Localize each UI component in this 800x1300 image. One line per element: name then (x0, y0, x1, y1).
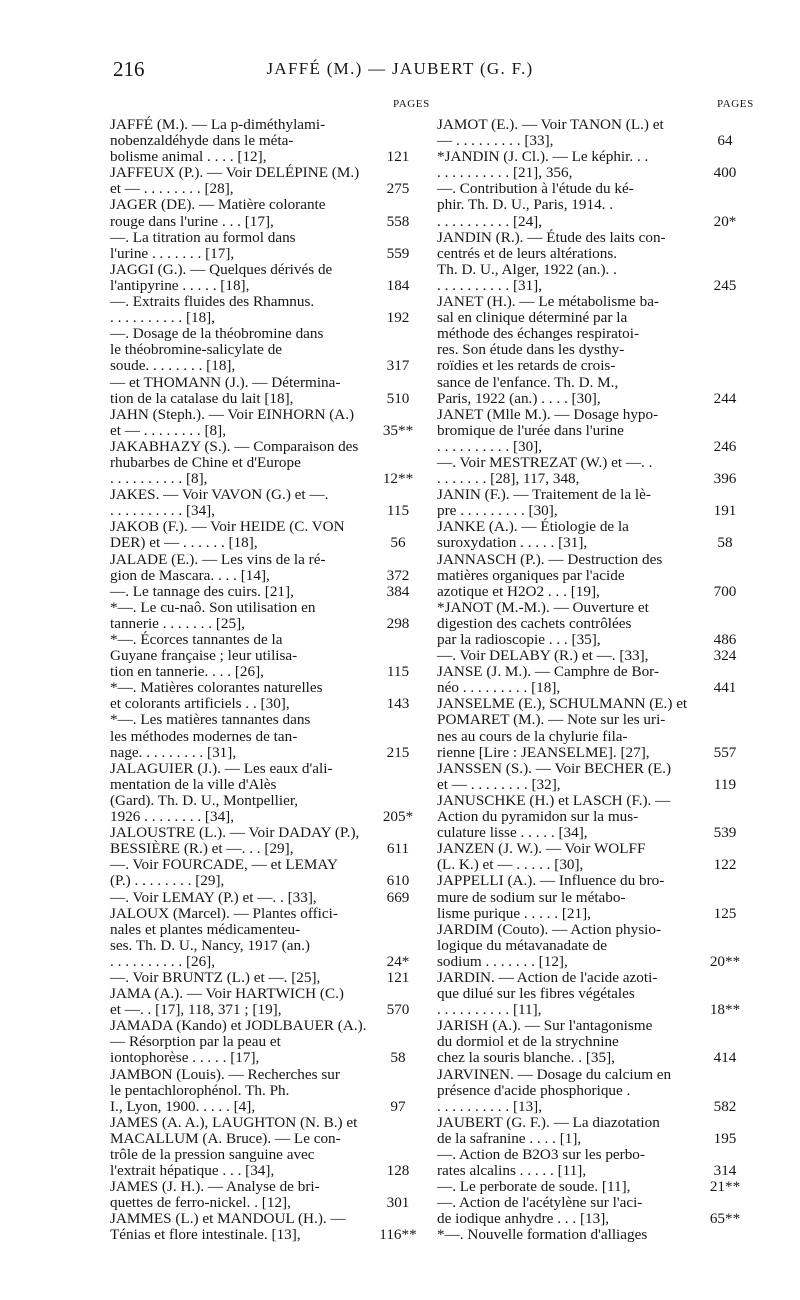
entry-line: méthode des échanges respiratoi- (437, 325, 639, 343)
entry-page-reference: 121 (386, 968, 410, 986)
entry-page-reference: 298 (386, 614, 410, 632)
entry-line: JAKOB (F.). — Voir HEIDE (C. VON (110, 518, 345, 536)
entry-line: . . . . . . . [28], 117, 348, (437, 470, 580, 488)
entry-line: trôle de la pression sanguine avec (110, 1146, 315, 1163)
index-entry (110, 680, 428, 712)
entry-line: — et THOMANN (J.). — Détermina- (110, 373, 341, 391)
index-entry (110, 487, 428, 519)
entry-line: JANSELME (E.), SCHULMANN (E.) et (437, 695, 688, 713)
entry-page-reference: 12** (382, 470, 414, 488)
entry-line: JAMBON (Louis). — Recherches sur (110, 1065, 340, 1083)
index-entry (437, 873, 755, 921)
entry-page-reference: 700 (713, 582, 737, 600)
entry-line: du dormiol et de la strychnine (437, 1033, 619, 1051)
entry-page-reference: 121 (386, 148, 410, 166)
entry-page-reference: 557 (713, 743, 737, 761)
index-entry (110, 262, 428, 294)
entry-line: JANET (Mlle M.). — Dosage hypo- (437, 405, 659, 423)
index-entry (110, 970, 428, 986)
index-entry (437, 841, 755, 873)
index-entry (110, 906, 428, 970)
entry-page-reference: 192 (386, 309, 410, 327)
index-entry (437, 407, 755, 455)
entry-page-reference: 184 (386, 276, 410, 294)
entry-line: JAFFÉ (M.). — La p-diméthylami- (110, 116, 326, 133)
entry-line: tion en tannerie. . . . [26], (110, 663, 264, 681)
index-entry (437, 519, 755, 551)
index-entry (437, 1018, 755, 1066)
index-entry (437, 294, 755, 407)
index-entry (110, 761, 428, 825)
entry-page-reference: 125 (713, 904, 737, 922)
index-entry (437, 600, 755, 648)
index-entry (110, 632, 428, 680)
entry-line: —. Action de B2O3 sur les perbo- (437, 1146, 645, 1163)
index-entry (437, 487, 755, 519)
index-entry (110, 230, 428, 262)
index-entry (437, 922, 755, 970)
entry-line: que dilué sur les fibres végétales (437, 985, 635, 1003)
entry-line: le pentachlorophénol. Th. Ph. (110, 1081, 290, 1099)
entry-line: logique du métavanadate de (437, 936, 607, 954)
entry-page-reference: 115 (386, 663, 410, 681)
entry-line: . . . . . . . . . . [21], 356, (437, 164, 573, 182)
entry-line: —. Voir FOURCADE, — et LEMAY (110, 856, 338, 874)
entry-line: JAKES. — Voir VAVON (G.) et —. (110, 486, 329, 504)
entry-line: gion de Mascara. . . . [14], (110, 566, 270, 584)
entry-line: suroxydation . . . . . [31], (437, 534, 588, 552)
entry-line: et colorants artificiels . . [30], (110, 695, 290, 713)
index-entry (110, 439, 428, 487)
entry-page-reference: 97 (390, 1097, 406, 1115)
entry-line: soude. . . . . . . . [18], (110, 357, 236, 375)
index-entry (110, 584, 428, 600)
entry-line: (L. K.) et — . . . . . [30], (437, 856, 584, 874)
index-entry (110, 1211, 428, 1243)
entry-line: JAMES (A. A.), LAUGHTON (N. B.) et (110, 1113, 358, 1131)
entry-line: DER) et — . . . . . . [18], (110, 534, 258, 552)
entry-line: pre . . . . . . . . . [30], (437, 502, 558, 520)
entry-line: rouge dans l'urine . . . [17], (110, 212, 274, 230)
entry-page-reference: 20* (713, 212, 737, 230)
entry-line: phir. Th. D. U., Paris, 1914. . (437, 196, 614, 214)
entry-line: —. Action de l'acétylène sur l'aci- (437, 1194, 643, 1212)
entry-line: culature lisse . . . . . [34], (437, 824, 588, 842)
entry-line: JAGER (DE). — Matière colorante (110, 196, 326, 214)
index-entry (437, 1067, 755, 1115)
entry-page-reference: 414 (713, 1049, 737, 1067)
entry-line: l'extrait hépatique . . . [34], (110, 1162, 275, 1180)
entry-line: tannerie . . . . . . . [25], (110, 614, 245, 632)
entry-line: (P.) . . . . . . . . [29], (110, 872, 225, 890)
index-entry (437, 648, 755, 664)
entry-line: I., Lyon, 1900. . . . . [4], (110, 1097, 256, 1115)
entry-line: JANSE (J. M.). — Camphre de Bor- (437, 663, 659, 681)
entry-line: tion de la catalase du lait [18], (110, 389, 294, 407)
entry-line: MACALLUM (A. Bruce). — Le con- (110, 1129, 341, 1147)
entry-page-reference: 400 (713, 164, 737, 182)
entry-line: —. Voir MESTREZAT (W.) et —. . (437, 453, 653, 471)
entry-line: *JANDIN (J. Cl.). — Le képhir. . . (437, 148, 649, 166)
entry-line: JAUBERT (G. F.). — La diazotation (437, 1113, 660, 1131)
entry-line: JANNASCH (P.). — Destruction des (437, 550, 663, 568)
entry-line: et — . . . . . . . . [32], (437, 775, 561, 793)
index-entry (437, 1147, 755, 1179)
entry-line: JAFFEUX (P.). — Voir DELÉPINE (M.) (110, 164, 360, 182)
entry-line: JAHN (Steph.). — Voir EINHORN (A.) (110, 405, 355, 423)
entry-page-reference: 384 (386, 582, 410, 600)
entry-line: —. Voir DELABY (R.) et —. [33], (437, 647, 649, 665)
entry-line: Ténias et flore intestinale. [13], (110, 1226, 301, 1244)
entry-page-reference: 58 (717, 534, 733, 552)
entry-page-reference: 115 (386, 502, 410, 520)
entry-line: —. Extraits fluides des Rhamnus. (110, 293, 315, 311)
index-entry (110, 375, 428, 407)
entry-line: res. Son étude dans les dysthy- (437, 341, 625, 359)
entry-line: JALOUX (Marcel). — Plantes offici- (110, 904, 338, 922)
entry-line: centrés et de leurs altérations. (437, 244, 618, 262)
entry-line: néo . . . . . . . . . [18], (437, 679, 561, 697)
entry-page-reference: 215 (386, 743, 410, 761)
entry-page-reference: 559 (386, 244, 410, 262)
entry-line: le théobromine-salicylate de (110, 341, 283, 359)
entry-line: — Résorption par la peau et (110, 1033, 281, 1051)
entry-line: digestion des cachets contrôlées (437, 614, 632, 632)
entry-line: mure de sodium sur le métabo- (437, 888, 626, 906)
entry-line: bolisme animal . . . . [12], (110, 148, 267, 166)
pages-label-right: PAGES (717, 98, 754, 110)
index-entry (110, 519, 428, 551)
index-entry (110, 1115, 428, 1179)
entry-line: —. Voir BRUNTZ (L.) et —. [25], (110, 968, 321, 986)
entry-line: roïdies et les retards de crois- (437, 357, 616, 375)
entry-page-reference: 396 (713, 470, 737, 488)
entry-line: *—. Matières colorantes naturelles (110, 679, 323, 697)
index-entry (437, 455, 755, 487)
entry-page-reference: 510 (386, 389, 410, 407)
entry-line: —. Voir LEMAY (P.) et —. . [33], (110, 888, 317, 906)
entry-line: et —. . [17], 118, 371 ; [19], (110, 1001, 282, 1019)
entry-line: nes au cours de la chylurie fila- (437, 727, 628, 745)
index-entry (110, 326, 428, 374)
running-header (0, 57, 800, 87)
entry-page-reference: 314 (713, 1162, 737, 1180)
entry-line: Guyane française ; leur utilisa- (110, 647, 298, 665)
index-entry (437, 230, 755, 294)
entry-line: *JANOT (M.-M.). — Ouverture et (437, 598, 649, 616)
entry-page-reference: 119 (713, 775, 737, 793)
entry-line: *—. Écorces tannantes de la (110, 631, 283, 648)
entry-page-reference: 610 (386, 872, 410, 890)
entry-page-reference: 582 (713, 1097, 737, 1115)
entry-page-reference: 669 (386, 888, 410, 906)
entry-page-reference: 143 (386, 695, 410, 713)
index-entry (437, 117, 755, 149)
index-entry (110, 1067, 428, 1115)
entry-line: et — . . . . . . . . [28], (110, 180, 234, 198)
entry-line: *—. Le cu-naô. Son utilisation en (110, 598, 316, 616)
entry-line: JANIN (F.). — Traitement de la lè- (437, 486, 651, 504)
index-entry (437, 1227, 755, 1243)
entry-line: bromique de l'urée dans l'urine (437, 421, 624, 439)
entry-line: JAKABHAZY (S.). — Comparaison des (110, 437, 359, 455)
entry-line: —. Le perborate de soude. [11], (437, 1178, 631, 1196)
entry-line: JARVINEN. — Dosage du calcium en (437, 1065, 672, 1083)
index-entry (110, 857, 428, 889)
index-entry (437, 552, 755, 600)
index-entry (110, 1018, 428, 1066)
entry-line: —. Contribution à l'étude du ké- (437, 180, 634, 198)
entry-page-reference: 128 (386, 1162, 410, 1180)
index-column-left (110, 117, 428, 1244)
entry-page-reference: 301 (386, 1194, 410, 1212)
entry-page-reference: 244 (713, 389, 737, 407)
index-entry (437, 1195, 755, 1227)
index-entry (437, 664, 755, 696)
index-entry (437, 181, 755, 229)
entry-page-reference: 65** (709, 1210, 741, 1228)
index-entry (110, 600, 428, 632)
index-entry (110, 294, 428, 326)
entry-line: Action du pyramidon sur la mus- (437, 808, 639, 826)
entry-line: nage. . . . . . . . . [31], (110, 743, 237, 761)
entry-page-reference: 116** (379, 1226, 417, 1244)
entry-line: rhubarbes de Chine et d'Europe (110, 453, 301, 471)
entry-page-reference: 570 (386, 1001, 410, 1019)
entry-line: les méthodes modernes de tan- (110, 727, 298, 745)
entry-page-reference: 20** (709, 952, 741, 970)
entry-line: Th. D. U., Alger, 1922 (an.). . (437, 260, 617, 278)
entry-page-reference: 275 (386, 180, 410, 198)
index-entry (110, 890, 428, 906)
entry-line: JANDIN (R.). — Étude des laits con- (437, 228, 666, 246)
entry-page-reference: 611 (386, 840, 410, 858)
running-title: JAFFÉ (M.) — JAUBERT (G. F.) (266, 59, 534, 78)
entry-line: l'antipyrine . . . . . [18], (110, 276, 250, 294)
index-column-right (437, 117, 755, 1244)
entry-line: JANUSCHKE (H.) et LASCH (F.). — (437, 791, 671, 809)
entry-line: 1926 . . . . . . . . [34], (110, 808, 235, 826)
entry-page-reference: 245 (713, 276, 737, 294)
entry-line: — . . . . . . . . . [33], (437, 132, 554, 150)
entry-line: JAMADA (Kando) et JODLBAUER (A.). (110, 1017, 367, 1035)
index-entry (437, 696, 755, 760)
entry-page-reference: 486 (713, 631, 737, 648)
entry-page-reference: 539 (713, 824, 737, 842)
entry-page-reference: 558 (386, 212, 410, 230)
entry-line: présence d'acide phosphorique . (437, 1081, 631, 1099)
entry-line: azotique et H2O2 . . . [19], (437, 582, 600, 600)
entry-line: JAMMES (L.) et MANDOUL (H.). — (110, 1210, 346, 1228)
index-entry (110, 1179, 428, 1211)
entry-line: sance de l'enfance. Th. D. M., (437, 373, 619, 391)
entry-line: JARISH (A.). — Sur l'antagonisme (437, 1017, 653, 1035)
entry-line: JANKE (A.). — Étiologie de la (437, 518, 629, 536)
index-entry (437, 165, 755, 181)
index-entry (437, 761, 755, 793)
page-number: 216 (113, 57, 145, 81)
entry-line: (Gard). Th. D. U., Montpellier, (110, 791, 299, 809)
entry-line: . . . . . . . . . . [31], (437, 276, 543, 294)
entry-line: iontophorèse . . . . . [17], (110, 1049, 260, 1067)
entry-page-reference: 372 (386, 566, 410, 584)
entry-line: sal en clinique déterminé par la (437, 309, 628, 327)
entry-line: . . . . . . . . . . [30], (437, 437, 543, 455)
entry-line: JARDIN. — Action de l'acide azoti- (437, 968, 658, 986)
entry-line: . . . . . . . . . . [34], (110, 502, 216, 520)
entry-line: et — . . . . . . . . [8], (110, 421, 226, 439)
entry-line: rienne [Lire : JEANSELME]. [27], (437, 743, 650, 761)
entry-line: . . . . . . . . . . [11], (437, 1001, 542, 1019)
entry-page-reference: 246 (713, 437, 737, 455)
entry-line: JAPPELLI (A.). — Influence du bro- (437, 872, 665, 890)
entry-line: de la safranine . . . . [1], (437, 1129, 582, 1147)
entry-line: JAMES (J. H.). — Analyse de bri- (110, 1178, 320, 1196)
entry-line: de iodique anhydre . . . [13], (437, 1210, 610, 1228)
entry-page-reference: 191 (713, 502, 737, 520)
entry-page-reference: 122 (713, 856, 737, 874)
index-entry (437, 149, 755, 165)
entry-line: JARDIM (Couto). — Action physio- (437, 920, 662, 938)
entry-line: JALOUSTRE (L.). — Voir DADAY (P.), (110, 824, 360, 842)
entry-line: JALADE (E.). — Les vins de la ré- (110, 550, 326, 568)
entry-page-reference: 24* (386, 952, 410, 970)
entry-line: *—. Nouvelle formation d'alliages (437, 1226, 648, 1244)
entry-line: matières organiques par l'acide (437, 566, 625, 584)
entry-line: JAMA (A.). — Voir HARTWICH (C.) (110, 985, 344, 1003)
entry-line: —. Dosage de la théobromine dans (110, 325, 324, 343)
entry-page-reference: 64 (717, 132, 733, 150)
entry-page-reference: 195 (713, 1129, 737, 1147)
entry-page-reference: 58 (390, 1049, 406, 1067)
entry-line: —. La titration au formol dans (110, 228, 296, 246)
entry-line: JAGGI (G.). — Quelques dérivés de (110, 260, 333, 278)
entry-line: *—. Les matières tannantes dans (110, 711, 311, 729)
entry-line: POMARET (M.). — Note sur les uri- (437, 711, 666, 729)
entry-line: sodium . . . . . . . [12], (437, 952, 568, 970)
entry-line: . . . . . . . . . . [13], (437, 1097, 543, 1115)
entry-line: JANET (H.). — Le métabolisme ba- (437, 293, 659, 311)
index-entry (437, 1115, 755, 1147)
entry-line: . . . . . . . . . . [26], (110, 952, 216, 970)
entry-page-reference: 324 (713, 647, 737, 665)
entry-line: JAMOT (E.). — Voir TANON (L.) et (437, 116, 664, 133)
entry-line: JANZEN (J. W.). — Voir WOLFF (437, 840, 646, 858)
index-entry (110, 407, 428, 439)
entry-page-reference: 56 (390, 534, 406, 552)
entry-line: mentation de la ville d'Alès (110, 775, 277, 793)
index-entry (110, 165, 428, 197)
entry-line: BESSIÈRE (R.) et —. . . [29], (110, 840, 294, 858)
entry-line: rates alcalins . . . . . [11], (437, 1162, 587, 1180)
entry-page-reference: 317 (386, 357, 410, 375)
entry-line: . . . . . . . . . . [18], (110, 309, 216, 327)
entry-page-reference: 21** (709, 1178, 741, 1196)
index-entry (110, 197, 428, 229)
pages-label-left: PAGES (393, 98, 430, 110)
entry-page-reference: 18** (709, 1001, 741, 1019)
index-entry (110, 117, 428, 165)
entry-line: nales et plantes médicamenteu- (110, 920, 301, 938)
entry-line: ses. Th. D. U., Nancy, 1917 (an.) (110, 936, 310, 954)
entry-line: l'urine . . . . . . . [17], (110, 244, 235, 262)
entry-line: —. Le tannage des cuirs. [21], (110, 582, 294, 600)
entry-page-reference: 35** (382, 421, 414, 439)
entry-line: Paris, 1922 (an.) . . . . [30], (437, 389, 601, 407)
entry-line: . . . . . . . . . . [8], (110, 470, 208, 488)
entry-line: JALAGUIER (J.). — Les eaux d'ali- (110, 759, 333, 777)
index-entry (437, 1179, 755, 1195)
entry-line: chez la souris blanche. . [35], (437, 1049, 615, 1067)
index-entry (110, 986, 428, 1018)
entry-page-reference: 205* (382, 808, 414, 826)
entry-line: . . . . . . . . . . [24], (437, 212, 543, 230)
entry-line: quettes de ferro-nickel. . [12], (110, 1194, 291, 1212)
entry-line: nobenzaldéhyde dans le méta- (110, 132, 294, 150)
index-entry (110, 825, 428, 857)
index-entry (110, 712, 428, 760)
index-entry (110, 552, 428, 584)
index-entry (437, 793, 755, 841)
entry-line: par la radioscopie . . . [35], (437, 631, 601, 648)
entry-line: JANSSEN (S.). — Voir BECHER (E.) (437, 759, 672, 777)
index-entry (437, 970, 755, 1018)
entry-line: lisme purique . . . . . [21], (437, 904, 591, 922)
entry-page-reference: 441 (713, 679, 737, 697)
